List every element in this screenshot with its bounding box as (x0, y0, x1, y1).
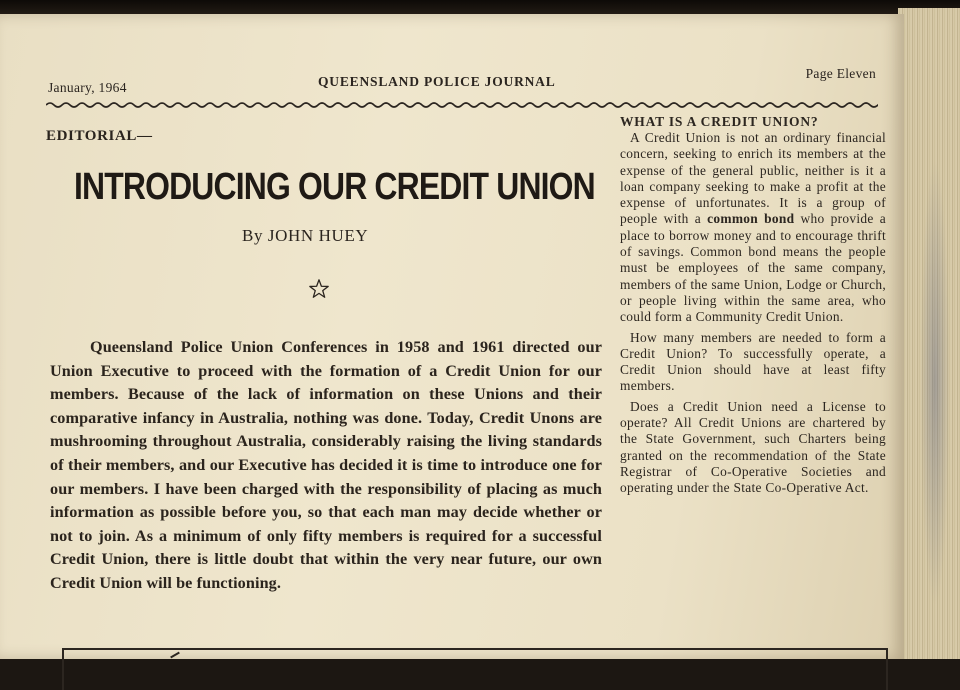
headline: INTRODUCING OUR CREDIT UNION (74, 166, 595, 208)
editorial-body: Queensland Police Union Conferences in 1958 and 1961 directed our Union Executive to proceed with the formation of a Credit Union for our members. Because of the lack of information on these Unions and their comparative infancy in Australia, nothing was done. Today, Credit Unons are mushrooming throughout Australia, considerably raising the living standards of their members, and our Executive has decided it is time to introduce one for our members. I have been charged with the responsibility of placing as much information as possible before you, so that each man may decide whether or not to join. As a minimum of only fifty members is required for a successful Credit Union, there is little doubt that within the very near future, our own Credit Union will be functioning. (50, 338, 602, 592)
paragraph-definition (620, 130, 886, 326)
book-page-edges (898, 8, 960, 659)
running-head (48, 66, 878, 95)
star-outline-icon (308, 278, 330, 300)
paragraph-license: Does a Credit Union need a License to operate? All Credit Unions are chartered by the State Government, such Charters being granted on the recommendation of the State Registrar of Co-Operative Societies and operating under the State Co-Operative Act. (620, 398, 886, 496)
section-label: EDITORIAL— (46, 128, 153, 144)
issue-date: January, 1964 (48, 80, 127, 95)
page-number: Page Eleven (805, 66, 876, 81)
byline: By JOHN HUEY (242, 226, 369, 245)
definition-text-start: A Credit Union is not an ordinary financial concern, seeking to enrich its members at the expense of the general public, neither is it a loan company seeking to make a profit at the expense of unfortunates. It is a group of people with a (620, 130, 886, 227)
sidebar-column (620, 114, 886, 497)
definition-text-end: who provide a place to borrow money and to encourage thrift of savings. Common bond means the people must be employees of the same company, members of the same Union, Lodge or Church, or people living within the same area, who could form a Community Credit Union. (620, 211, 887, 325)
common-bond-term: common bond (707, 211, 795, 227)
edge-stain (920, 158, 950, 608)
journal-page (0, 14, 904, 659)
paragraph-members-needed: How many members are needed to form a Credit Union? To successfully operate, a Credit Union should have at least fifty members. (620, 329, 886, 394)
sidebar-heading: WHAT IS A CREDIT UNION? (620, 114, 819, 129)
wavy-rule (46, 100, 878, 110)
journal-title: QUEENSLAND POLICE JOURNAL (318, 74, 556, 89)
next-article-box (62, 648, 888, 690)
